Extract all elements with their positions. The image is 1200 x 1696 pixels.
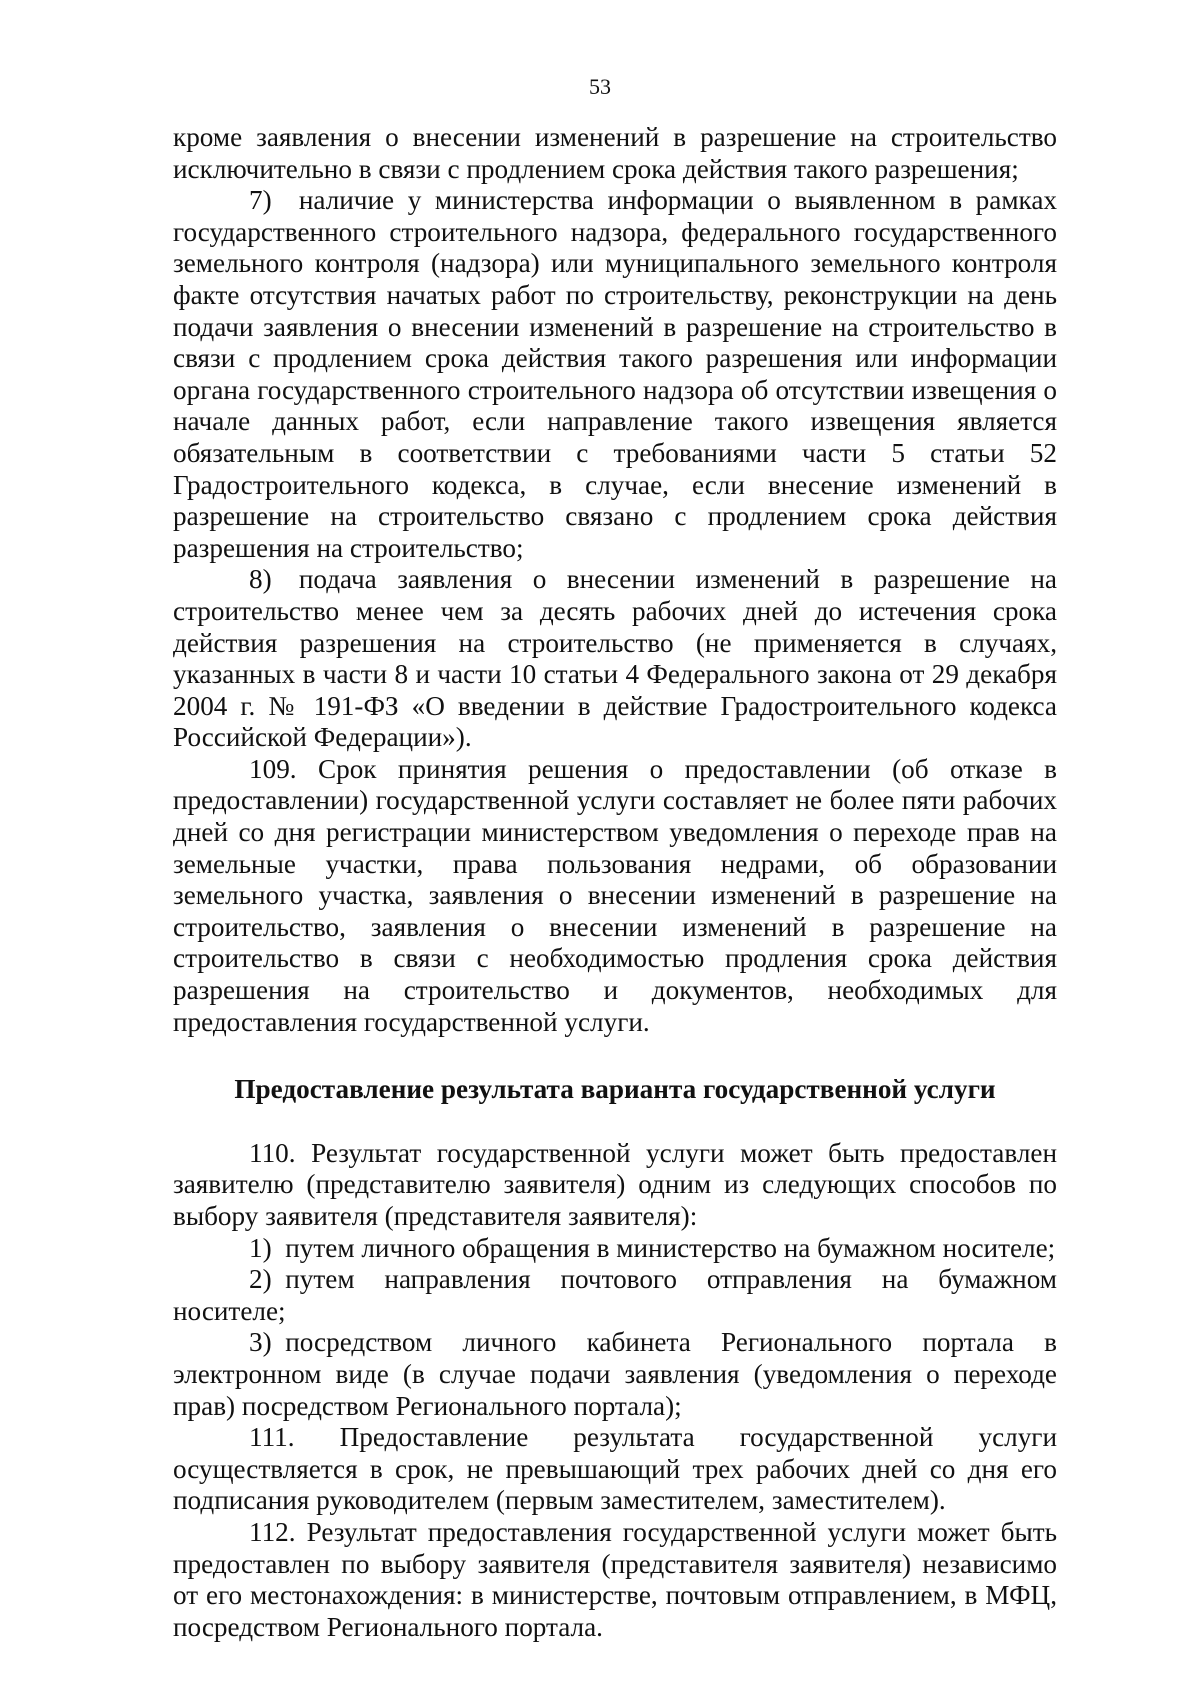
document-body — [173, 122, 1057, 1643]
list-item-7: 7) наличие у министерства информации о выявленном в рамках государственного строительного надзора, федерального государственного земельного контроля (надзора) или муниципального земельного контроля факте отсутствия начатых работ по строительству, реконструкции на день подачи заявления о внесении изменений в разрешение на строительство в связи с продлением срока действия такого разрешения или информации органа государственного строительного надзора об отсутствии извещения о начале данных работ, если направление такого извещения является обязательным в соответствии с требованиями части 5 статьи 52 Градостроительного кодекса, в случае, если внесение изменений в разрешение на строительство связано с продлением срока действия разрешения на строительство; — [173, 185, 1057, 563]
list-item-8: 8) подача заявления о внесении изменений в разрешение на строительство менее чем за десять рабочих дней до истечения срока действия разрешения на строительство (не применяется в случаях, указанных в части 8 и части 10 статьи 4 Федерального закона от 29 декабря 2004 г. № 191-ФЗ «О введении в действие Градостроительного кодекса Российской Федерации»). — [173, 564, 1057, 753]
clause-109: 109. Срок принятия решения о предоставлении (об отказе в предоставлении) государственной услуги составляет не более пяти рабочих дней со дня регистрации министерством уведомления о переходе прав на земельные участки, права пользования недрами, об образовании земельного участка, заявления о внесении изменений в разрешение на строительство, заявления о внесении изменений в разрешение на строительство в связи с необходимостью продления срока действия разрешения на строительство и документов, необходимых для предоставления государственной услуги. — [173, 753, 1057, 1037]
section-heading: Предоставление результата варианта государственной услуги — [234, 1074, 996, 1105]
page-number: 53 — [589, 74, 611, 99]
clause-110: 110. Результат государственной услуги может быть предоставлен заявителю (представителю заявителя) одним из следующих способов по выбору заявителя (представителя заявителя): — [173, 1137, 1057, 1231]
list-item-3: 3) посредством личного кабинета Регионального портала в электронном виде (в случае подачи заявления (уведомления о переходе прав) посредством Регионального портала); — [173, 1327, 1057, 1421]
clause-112: 112. Результат предоставления государственной услуги может быть предоставлен по выбору заявителя (представителя заявителя) независимо от его местонахождения: в министерстве, почтовым отправлением, в МФЦ, посредством Регионального портала. — [173, 1516, 1057, 1642]
list-item-1: 1) путем личного обращения в министерство на бумажном носителе; — [249, 1232, 1056, 1263]
paragraph-continuation: кроме заявления о внесении изменений в разрешение на строительство исключительно в связи с продлением срока действия такого разрешения; — [173, 122, 1057, 184]
clause-111: 111. Предоставление результата государственной услуги осуществляется в срок, не превышающий трех рабочих дней со дня его подписания руководителем (первым заместителем, заместителем). — [173, 1422, 1057, 1516]
list-item-2: 2) путем направления почтового отправления на бумажном носителе; — [173, 1264, 1057, 1326]
